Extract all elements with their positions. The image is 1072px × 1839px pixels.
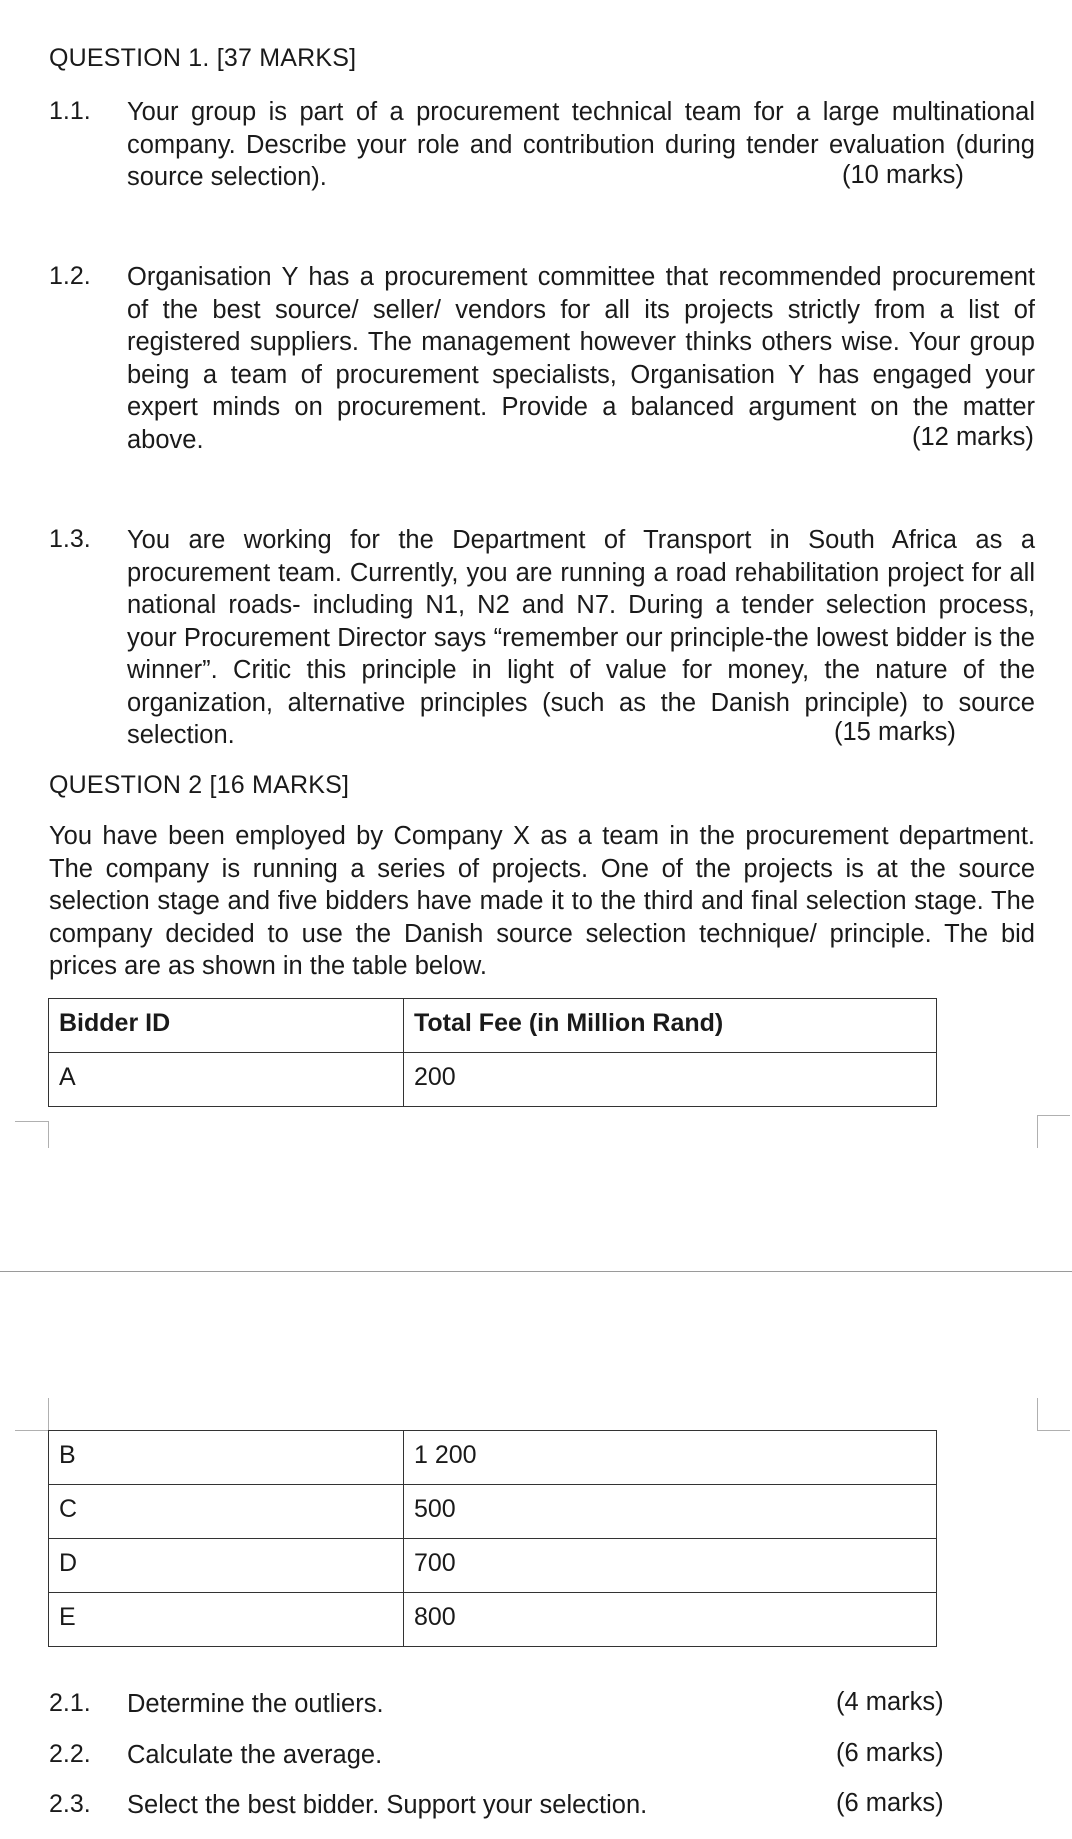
question-1-heading: QUESTION 1. [37 MARKS] <box>49 44 357 72</box>
item-1-2-marks: (12 marks) <box>912 423 1034 451</box>
page-corner-mark <box>1037 1115 1038 1148</box>
page-corner-mark <box>48 1398 49 1431</box>
page-corner-mark <box>15 1121 49 1122</box>
page-corner-mark <box>48 1121 49 1148</box>
item-1-1-marks: (10 marks) <box>842 161 964 189</box>
table-cell-bidder: C <box>49 1485 404 1539</box>
item-1-3-marks: (15 marks) <box>834 718 956 746</box>
question-2-intro: You have been employed by Company X as a team in the procurement department. The company is running a series of projects. One of the projects is at the source selection stage and five bidders have made it to the third and final selection stage. The company decided to use the Danish source selection technique/ principle. The bid prices are as shown in the table below. <box>49 822 1035 980</box>
question-2-heading: QUESTION 2 [16 MARKS] <box>49 771 350 799</box>
page-corner-mark <box>1037 1430 1070 1431</box>
page-corner-mark <box>1037 1115 1070 1116</box>
page-separator <box>0 1271 1072 1272</box>
page-corner-mark <box>15 1430 49 1431</box>
item-2-1-text: Determine the outliers. <box>127 1690 384 1718</box>
table-row <box>49 1539 937 1593</box>
item-2-1-marks: (4 marks) <box>836 1688 944 1716</box>
bid-table-top <box>48 998 937 1107</box>
item-2-3-marks: (6 marks) <box>836 1789 944 1817</box>
table-row <box>49 1431 937 1485</box>
table-cell-fee: 800 <box>404 1593 937 1647</box>
item-2-2-marks: (6 marks) <box>836 1739 944 1767</box>
item-2-1-number: 2.1. <box>49 1689 91 1717</box>
table-cell-fee: 1 200 <box>404 1431 937 1485</box>
table-cell-bidder: B <box>49 1431 404 1485</box>
table-row <box>49 1485 937 1539</box>
item-1-2-number: 1.2. <box>49 262 91 290</box>
item-1-1-number: 1.1. <box>49 97 91 125</box>
table-header-bidder-id: Bidder ID <box>49 999 404 1053</box>
bid-table-bottom <box>48 1430 937 1647</box>
table-header-total-fee: Total Fee (in Million Rand) <box>404 999 937 1053</box>
item-2-2-text: Calculate the average. <box>127 1741 383 1769</box>
table-header-row <box>49 999 937 1053</box>
table-cell-fee: 700 <box>404 1539 937 1593</box>
table-cell-bidder: A <box>49 1053 404 1107</box>
item-1-1-text: Your group is part of a procurement technical team for a large multinational company. Describe your role and contribution during tender evaluation (during source selection). <box>127 98 1035 191</box>
table-cell-bidder: D <box>49 1539 404 1593</box>
item-2-3-number: 2.3. <box>49 1790 91 1818</box>
table-cell-fee: 500 <box>404 1485 937 1539</box>
item-1-2-text: Organisation Y has a procurement committee that recommended procurement of the best source/ seller/ vendors for all its projects strictly from a list of registered suppliers. The management however thinks others wise. Your group being a team of procurement specialists, Organisation Y has engaged your expert minds on procurement. Provide a balanced argument on the matter above. <box>127 263 1035 454</box>
table-cell-bidder: E <box>49 1593 404 1647</box>
item-1-3-text: You are working for the Department of Transport in South Africa as a procurement team. Currently, you are running a road rehabilitation project for all national roads- including N1, N2 and N7. During a tender selection process, your Procurement Director says “remember our principle-the lowest bidder is the winner”. Critic this principle in light of value for money, the nature of the organization, alternative principles (such as the Danish principle) to source selection. <box>127 526 1035 749</box>
page-corner-mark <box>1037 1398 1038 1431</box>
item-2-2-number: 2.2. <box>49 1740 91 1768</box>
table-row <box>49 1593 937 1647</box>
table-cell-fee: 200 <box>404 1053 937 1107</box>
item-1-3-number: 1.3. <box>49 525 91 553</box>
item-2-3-text: Select the best bidder. Support your selection. <box>127 1791 648 1819</box>
table-row <box>49 1053 937 1107</box>
